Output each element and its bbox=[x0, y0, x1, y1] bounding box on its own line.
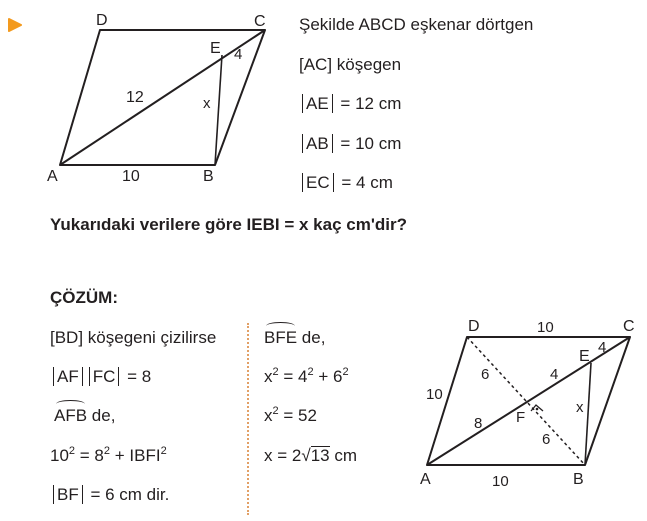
label-b: B bbox=[573, 471, 584, 488]
term: x bbox=[264, 406, 273, 425]
label-e: E bbox=[210, 40, 221, 57]
given-ae bbox=[299, 94, 401, 114]
diagonal-bd bbox=[467, 337, 585, 465]
label-a: A bbox=[47, 168, 58, 185]
solution-right-3 bbox=[264, 406, 317, 426]
bullet-marker-icon bbox=[8, 18, 22, 32]
solution-title: ÇÖZÜM: bbox=[50, 288, 118, 307]
given-ae-name: AE bbox=[306, 94, 329, 113]
label-ad: 10 bbox=[426, 386, 443, 403]
label-af: 8 bbox=[474, 415, 483, 432]
term: = 8 bbox=[75, 446, 104, 465]
given-ec-value: = 4 cm bbox=[341, 173, 393, 192]
segment-bf: BF bbox=[57, 485, 79, 504]
solution-right-4 bbox=[264, 446, 357, 466]
label-x: x bbox=[203, 95, 211, 112]
solution-line-3 bbox=[54, 406, 115, 426]
label-ec: 4 bbox=[598, 339, 607, 356]
term: x bbox=[264, 367, 273, 386]
solution-line-3-rest: de, bbox=[87, 406, 116, 425]
label-dc: 10 bbox=[537, 319, 554, 336]
segment-af: AF bbox=[57, 367, 79, 386]
right-angle-dot bbox=[536, 408, 539, 411]
angle-afb: AFB bbox=[54, 406, 88, 425]
solution-line-2 bbox=[50, 367, 151, 387]
given-ec-name: EC bbox=[306, 173, 330, 192]
rhombus-figure-1 bbox=[40, 5, 280, 190]
solution-right-1-rest: de, bbox=[297, 328, 326, 347]
label-ec: 4 bbox=[234, 46, 243, 63]
label-c: C bbox=[623, 318, 635, 335]
rhombus-figure-2 bbox=[410, 315, 640, 495]
label-e: E bbox=[579, 348, 590, 365]
given-line-2: [AC] köşegen bbox=[299, 55, 402, 74]
term: + 6 bbox=[313, 367, 343, 386]
given-ec bbox=[299, 173, 393, 193]
solution-line-2-value: = 8 bbox=[127, 367, 152, 386]
exponent: 2 bbox=[342, 366, 349, 378]
solution-right-1 bbox=[264, 328, 325, 348]
angle-bfe: BFE bbox=[264, 328, 298, 347]
exponent: 2 bbox=[307, 366, 314, 378]
label-a: A bbox=[420, 471, 431, 488]
given-ab-name: AB bbox=[306, 134, 329, 153]
term: = 52 bbox=[278, 406, 317, 425]
exponent: 2 bbox=[272, 405, 279, 417]
label-c: C bbox=[254, 13, 266, 30]
solution-line-1: [BD] köşegeni çizilirse bbox=[50, 328, 217, 347]
solution-line-5 bbox=[50, 485, 169, 505]
term: x = 2 bbox=[264, 446, 302, 465]
term: 10 bbox=[50, 446, 69, 465]
label-d: D bbox=[468, 318, 480, 335]
label-ab: 10 bbox=[122, 168, 140, 185]
solution-line-5-rest: = 6 cm dir. bbox=[90, 485, 170, 504]
solution-right-2 bbox=[264, 367, 349, 387]
term: = 4 bbox=[278, 367, 308, 386]
label-b: B bbox=[203, 168, 214, 185]
label-f: F bbox=[516, 409, 526, 426]
label-ae: 12 bbox=[126, 89, 144, 106]
label-ab: 10 bbox=[492, 473, 509, 490]
label-fe: 4 bbox=[550, 366, 559, 383]
exponent: 2 bbox=[103, 445, 111, 457]
given-ab-value: = 10 cm bbox=[340, 134, 402, 153]
label-df: 6 bbox=[481, 366, 490, 383]
given-ab bbox=[299, 134, 401, 154]
sqrt-icon: √ bbox=[301, 446, 311, 465]
given-ae-value: = 12 cm bbox=[340, 94, 402, 113]
label-d: D bbox=[96, 12, 108, 29]
term: + IBFI bbox=[110, 446, 161, 465]
exponent: 2 bbox=[272, 366, 279, 378]
solution-line-4 bbox=[50, 446, 167, 466]
unit: cm bbox=[329, 446, 357, 465]
label-fb: 6 bbox=[542, 431, 551, 448]
diagonal-ac bbox=[427, 337, 630, 465]
radicand: 13 bbox=[310, 446, 330, 465]
label-x: x bbox=[576, 399, 584, 416]
segment-fc: FC bbox=[92, 367, 116, 386]
exponent: 2 bbox=[68, 445, 76, 457]
exponent: 2 bbox=[160, 445, 167, 457]
column-separator bbox=[247, 323, 249, 515]
question-text: Yukarıdaki verilere göre IEBI = x kaç cm'dir? bbox=[50, 215, 407, 234]
given-line-1: Şekilde ABCD eşkenar dörtgen bbox=[299, 15, 534, 34]
